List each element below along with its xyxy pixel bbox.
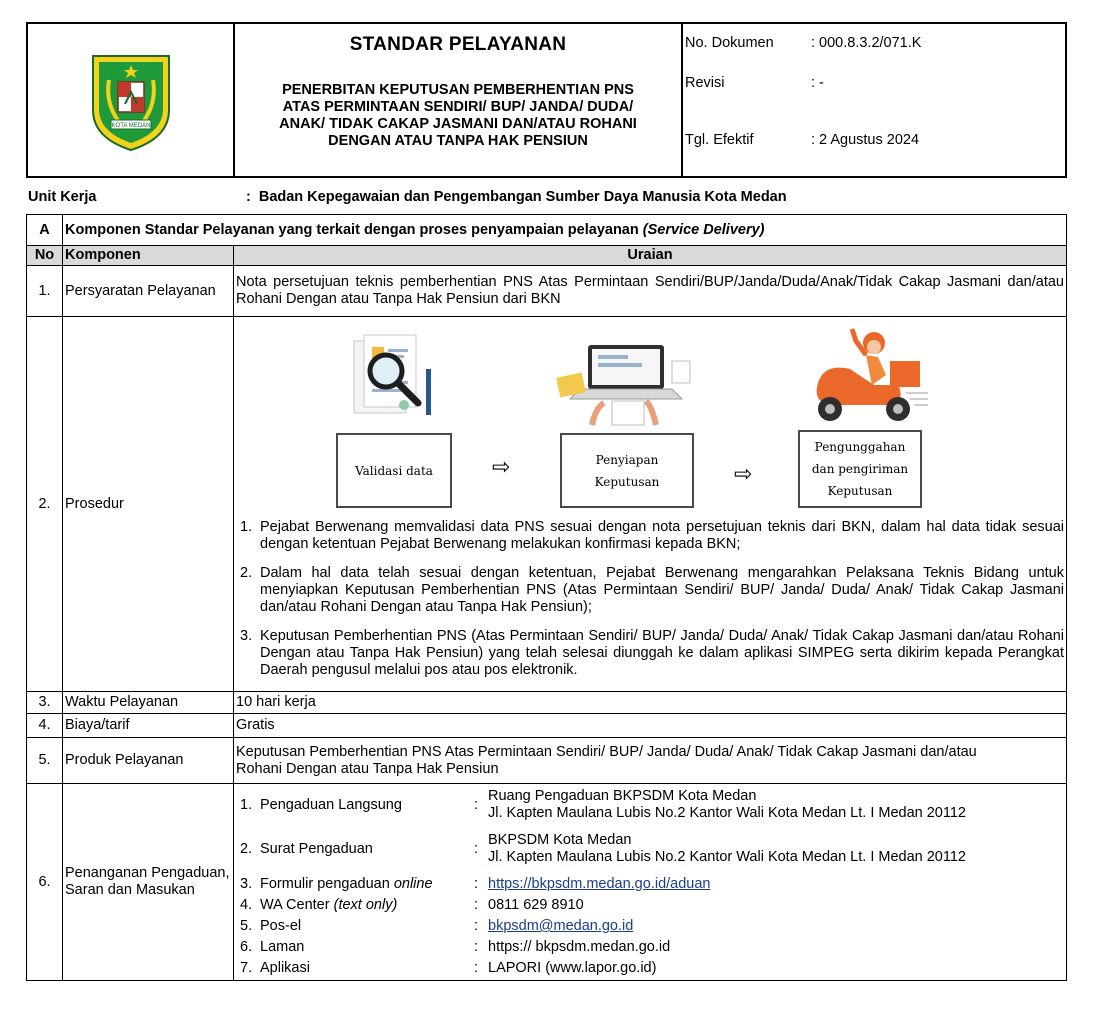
subtitle-line: DENGAN ATAU TANPA HAK PENSIUN [328,133,588,149]
document-header [26,22,1067,178]
row-component: Waktu Pelayanan [63,692,234,714]
flow-arrow-icon: ⇨ [734,461,753,486]
row-description: Keputusan Pemberhentian PNS Atas Permintaan Sendiri/ BUP/ Janda/ Duda/ Anak/ Tidak Cakap Jasmani dan/atau Rohani Dengan atau Tanpa Hak Pensiun [234,738,1067,784]
list-item: 3. Keputusan Pemberhentian PNS (Atas Permintaan Sendiri/ BUP/ Janda/ Duda/ Anak/ Tidak Cakap Jasmani dan/atau Rohani Dengan atau Tanpa Hak Pensiun) yang telah selesai diunggah ke dalam aplikasi SIMPEG serta dikirim kepada Perangkat Daerah pengusul melalui pos atau pos elektronik. [240,628,1064,678]
complaint-channels-list [234,784,1066,980]
logo-cell [28,24,235,176]
row-component: Produk Pelayanan [63,738,234,784]
row-number: 4. [27,714,63,738]
table-row [27,714,1067,738]
table-row [27,738,1067,784]
flow-arrow-icon: ⇨ [492,454,511,479]
unit-kerja-line [28,189,787,205]
meta-document-number: No. Dokumen : 000.8.3.2/071.K [685,35,922,51]
document-subtitle [235,82,681,150]
channel-wa-center: 4. WA Center (text only) : 0811 629 8910 [240,897,584,913]
channel-pos-el: 5. Pos-el : bkpsdm@medan.go.id [240,918,634,934]
col-description-header: Uraian [234,246,1067,266]
section-title: Komponen Standar Pelayanan yang terkait dengan proses penyampaian pelayanan (Service Delivery) [63,215,1067,246]
section-header-row [27,215,1067,246]
logo-caption: KOTA MEDAN [111,123,150,129]
col-component-header: Komponen [63,246,234,266]
subtitle-line: PENERBITAN KEPUTUSAN PEMBERHENTIAN PNS [282,82,634,98]
meta-revision: Revisi : - [685,75,824,91]
row-description: Gratis [234,714,1067,738]
row-component: Prosedur [63,317,234,692]
meta-effective-date: Tgl. Efektif : 2 Agustus 2024 [685,132,920,148]
row-number: 1. [27,266,63,317]
kota-medan-logo [87,48,175,152]
table-row [27,784,1067,981]
email-link[interactable]: bkpsdm@medan.go.id [488,918,634,934]
subtitle-line: ANAK/ TIDAK CAKAP JASMANI DAN/ATAU ROHANI [279,116,637,132]
channel-pengaduan-langsung: 1. Pengaduan Langsung : Ruang Pengaduan BKPSDM Kota Medan Jl. Kapten Maulana Lubis No.2 Kantor Wali Kota Medan Lt. I Medan 20112 [240,788,966,821]
channel-aplikasi: 7. Aplikasi : LAPORI (www.lapor.go.id) [240,960,657,976]
unit-colon: : [246,189,251,205]
complaint-channels-cell [234,784,1067,981]
row-number: 6. [27,784,63,981]
complaint-form-link[interactable]: https://bkpsdm.medan.go.id/aduan [488,876,711,892]
flow-step-pengunggahan: Pengunggahan dan pengiriman Keputusan [798,430,922,508]
row-number: 3. [27,692,63,714]
table-row [27,317,1067,692]
delivery-courier-illustration-icon [802,323,932,427]
list-item: 1. Pejabat Berwenang memvalidasi data PNS sesuai dengan nota persetujuan teknis dari BKN, dalam hal data tidak sesuai dengan ketentuan Pejabat Berwenang melakukan konfirmasi kepada BKN; [240,519,1064,552]
row-description: Nota persetujuan teknis pemberhentian PNS Atas Permintaan Sendiri/BUP/Janda/Duda/Anak/Tidak Cakap Jasmani dan/atau Rohani Dengan atau Tanpa Hak Pensiun dari BKN [234,266,1067,317]
row-number: 5. [27,738,63,784]
title-cell [235,24,683,176]
flow-step-penyiapan-keputusan: Penyiapan Keputusan [560,433,694,508]
unit-value: Badan Kepegawaian dan Pengembangan Sumber Daya Manusia Kota Medan [258,189,787,205]
row-description: 10 hari kerja [234,692,1067,714]
section-letter: A [27,215,63,246]
channel-formulir-online: 3. Formulir pengaduan online : https://bkpsdm.medan.go.id/aduan [240,876,711,892]
table-row [27,266,1067,317]
document-meta [683,24,1065,176]
procedure-flow-diagram [234,317,1066,509]
preparation-illustration-icon [552,339,702,427]
row-component: Biaya/tarif [63,714,234,738]
channel-laman: 6. Laman : https:// bkpsdm.medan.go.id [240,939,671,955]
list-item: 2. Dalam hal data telah sesuai dengan ketentuan, Pejabat Berwenang mengarahkan Pelaksana Teknis Bidang untuk menyiapkan Keputusan Pemberhentian PNS (Atas Permintaan Sendiri/ BUP/ Janda/ Duda/ Anak/ Tidak Cakap Jasmani dan/atau Rohani Dengan atau Tanpa Hak Pensiun); [240,565,1064,615]
procedure-cell [234,317,1067,692]
document-title: STANDAR PELAYANAN [349,34,567,55]
service-standard-table [26,214,1067,981]
channel-surat-pengaduan: 2. Surat Pengaduan : BKPSDM Kota Medan Jl. Kapten Maulana Lubis No.2 Kantor Wali Kota Medan Lt. I Medan 20112 [240,832,966,865]
row-component: Penanganan Pengaduan, Saran dan Masukan [63,784,234,981]
procedure-steps-list [234,519,1066,691]
column-header-row [27,246,1067,266]
unit-label: Unit Kerja [28,189,97,205]
row-number: 2. [27,317,63,692]
col-no-header: No [27,246,63,266]
table-row [27,692,1067,714]
subtitle-line: ATAS PERMINTAAN SENDIRI/ BUP/ JANDA/ DUDA/ [282,99,634,115]
flow-step-validasi-data: Validasi data [336,433,452,508]
validation-illustration-icon [346,331,442,427]
row-component: Persyaratan Pelayanan [63,266,234,317]
